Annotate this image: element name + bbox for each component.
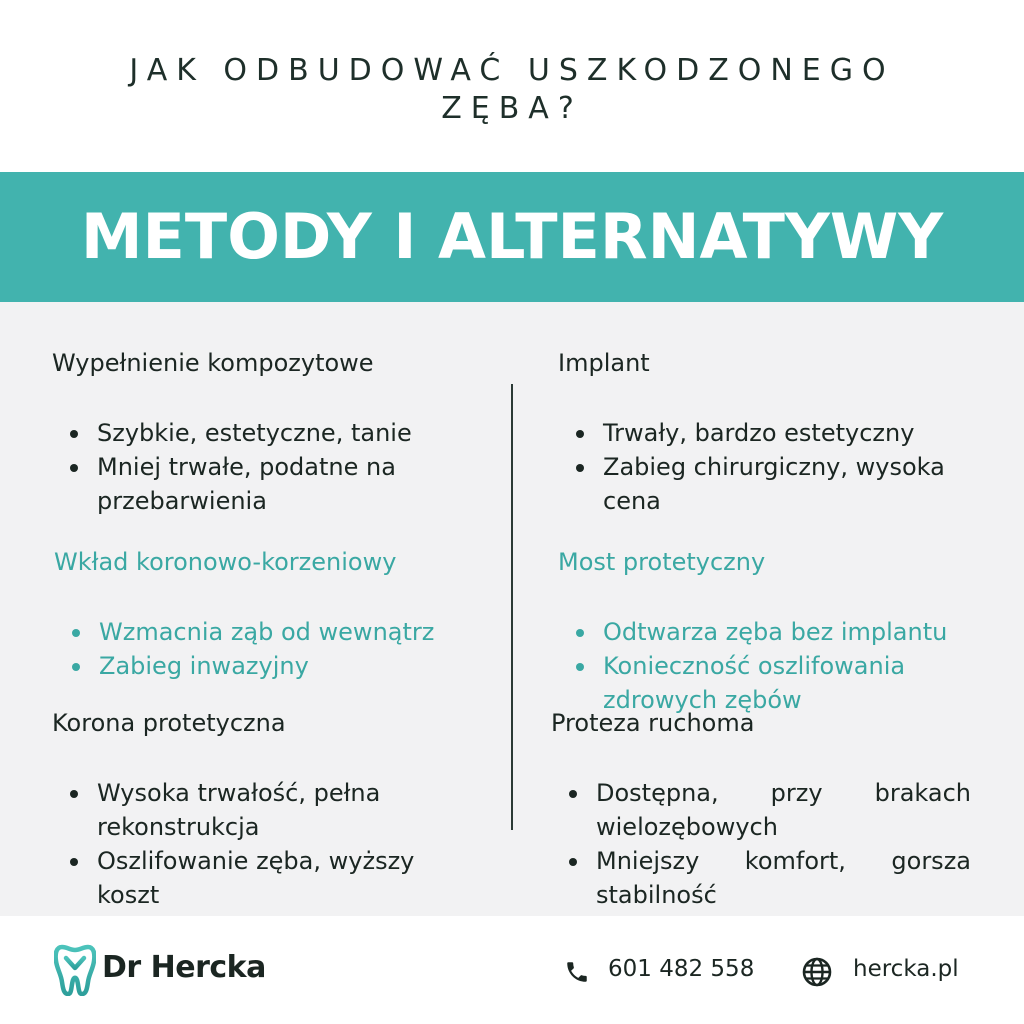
implant-heading: Implant [558, 349, 650, 377]
list-item: Konieczność oszlifowania zdrowych zębów [558, 649, 1018, 717]
website-link[interactable]: hercka.pl [853, 956, 959, 982]
methods-panel [0, 302, 1024, 916]
list-item: Oszlifowanie zęba, wyższy koszt [52, 844, 472, 912]
column-divider [511, 384, 513, 830]
denture-heading: Proteza ruchoma [551, 709, 755, 737]
tooth-logo-icon [54, 944, 96, 1000]
composite-list [52, 416, 472, 518]
phone-number[interactable]: 601 482 558 [608, 956, 755, 982]
list-item: Dostępna, przy brakach wielozębowych [551, 776, 971, 844]
globe-icon [801, 956, 833, 992]
bridge-heading: Most protetyczny [558, 548, 766, 576]
brand-name: Dr Hercka [102, 950, 266, 985]
crown-heading: Korona protetyczna [52, 709, 286, 737]
denture-list [551, 776, 971, 912]
bridge-list [558, 615, 1018, 717]
list-item: Zabieg inwazyjny [54, 649, 504, 683]
phone-icon [564, 958, 590, 990]
list-item: Mniej trwałe, podatne na przebarwienia [52, 450, 472, 518]
list-item: Odtwarza zęba bez implantu [558, 615, 1018, 649]
banner-title: METODY I ALTERNATYWY [80, 200, 944, 273]
subtitle-line-1: JAK ODBUDOWAĆ USZKODZONEGO [129, 53, 895, 88]
list-item: Trwały, bardzo estetyczny [558, 416, 1006, 450]
post-list [54, 615, 504, 683]
post-heading: Wkład koronowo-korzeniowy [54, 548, 397, 576]
list-item: Zabieg chirurgiczny, wysoka cena [558, 450, 1006, 518]
crown-list [52, 776, 472, 912]
title-banner [0, 172, 1024, 302]
page-subtitle [0, 52, 1024, 128]
list-item: Wysoka trwałość, pełna rekonstrukcja [52, 776, 472, 844]
implant-list [558, 416, 1006, 518]
subtitle-line-2: ZĘBA? [441, 91, 583, 126]
composite-heading: Wypełnienie kompozytowe [52, 349, 374, 377]
list-item: Wzmacnia ząb od wewnątrz [54, 615, 504, 649]
footer [0, 916, 1024, 1024]
list-item: Mniejszy komfort, gorsza stabilność [551, 844, 971, 912]
list-item: Szybkie, estetyczne, tanie [52, 416, 472, 450]
